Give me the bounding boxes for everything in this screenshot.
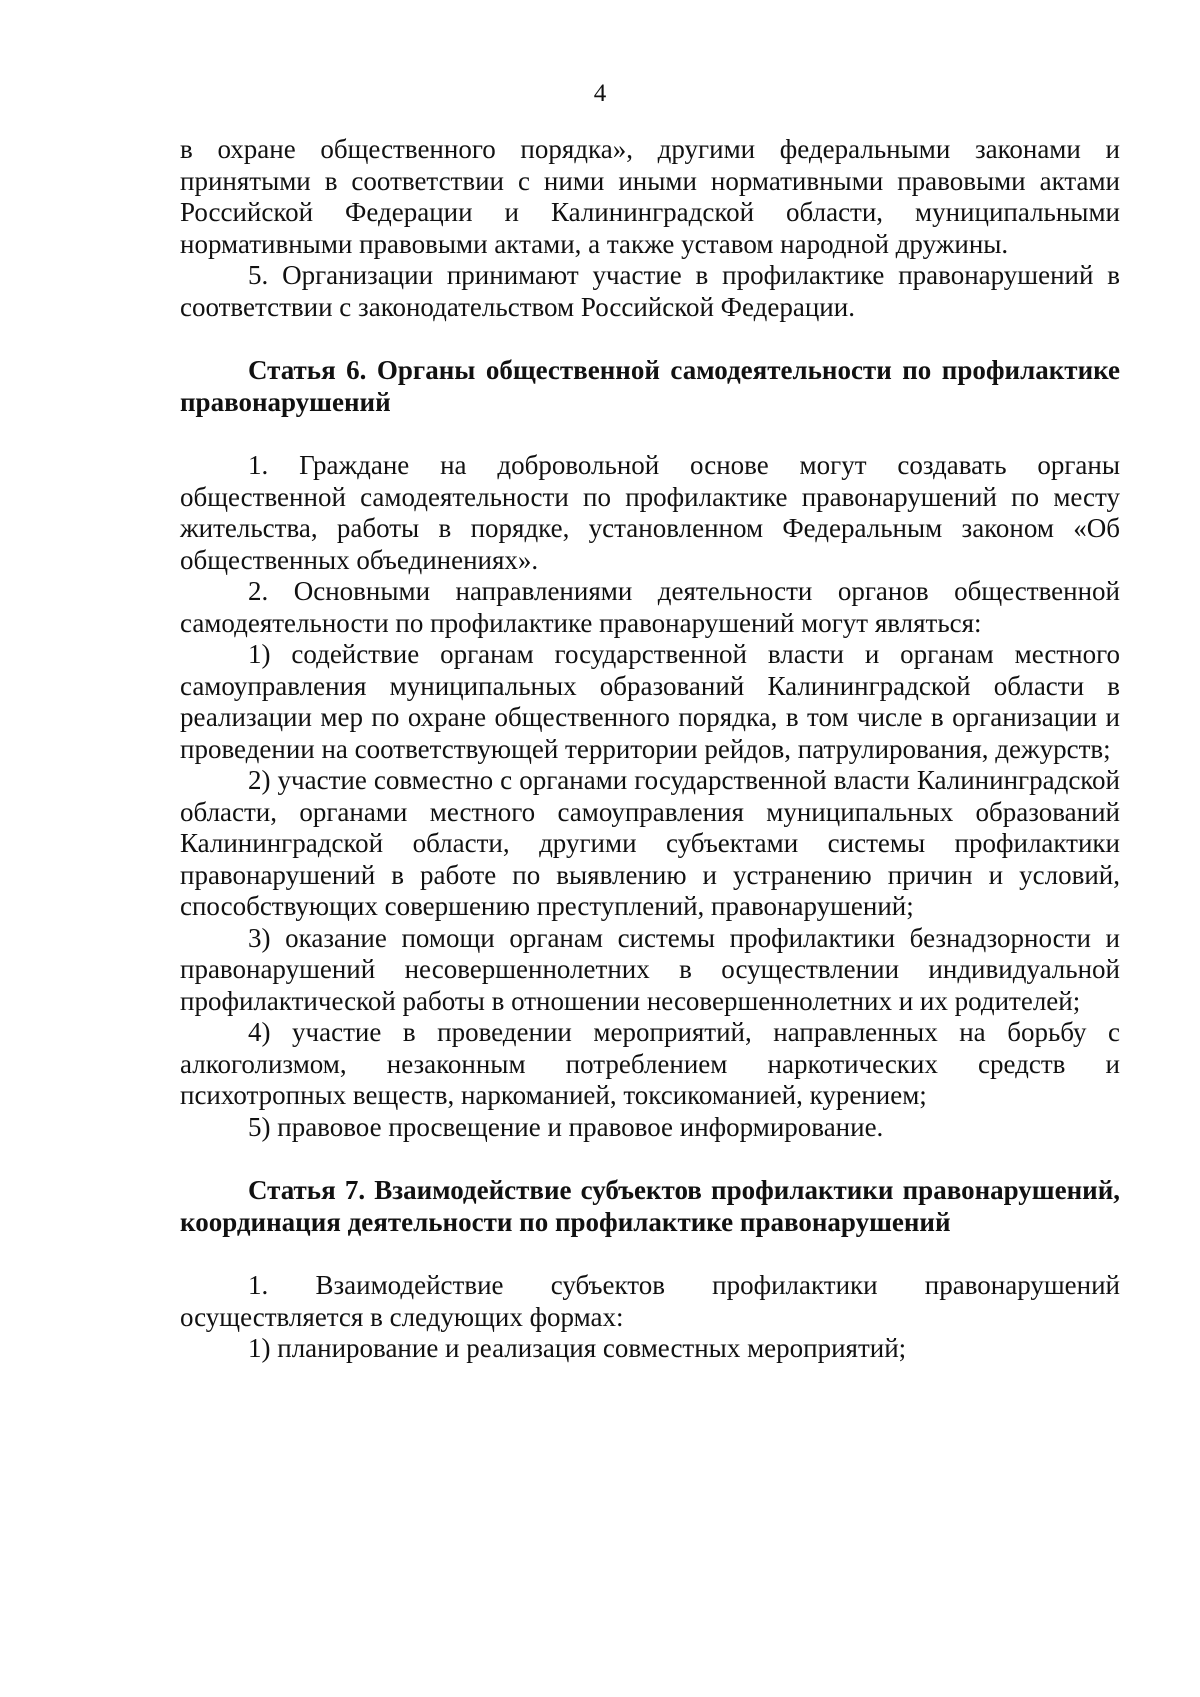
- article-6-heading: Статья 6. Органы общественной самодеятельности по профилактике правонарушений: [180, 355, 1120, 417]
- article-6-list-item-3: 3) оказание помощи органам системы профилактики безнадзорности и правонарушений несовершеннолетних в осуществлении индивидуальной профилактической работы в отношении несовершеннолетних и их родителей;: [180, 922, 1120, 1016]
- article-7-paragraph-1: 1. Взаимодействие субъектов профилактики правонарушений осуществляется в следующих формах:: [180, 1270, 1120, 1332]
- article-6-list-item-2: 2) участие совместно с органами государственной власти Калининградской области, органами местного самоуправления муниципальных образований Калининградской области, другими субъектами системы профилактики правонарушений в работе по выявлению и устранению причин и условий, способствующих совершению преступлений, правонарушений;: [180, 765, 1120, 921]
- paragraph-item-5: 5. Организации принимают участие в профилактике правонарушений в соответствии с законодательством Российской Федерации.: [180, 260, 1120, 322]
- paragraph-continuation: в охране общественного порядка», другими федеральными законами и принятыми в соответствии с ними иными нормативными правовыми актами Российской Федерации и Калининградской области, муниципальными нормативными правовыми актами, а также уставом народной дружины.: [180, 134, 1120, 259]
- article-6-paragraph-1: 1. Граждане на добровольной основе могут создавать органы общественной самодеятельности по профилактике правонарушений по месту жительства, работы в порядке, установленном Федеральным законом «Об общественных объединениях».: [180, 450, 1120, 575]
- article-6-list-item-4: 4) участие в проведении мероприятий, направленных на борьбу с алкоголизмом, незаконным потреблением наркотических средств и психотропных веществ, наркоманией, токсикоманией, курением;: [180, 1017, 1120, 1110]
- article-6-list-item-5: 5) правовое просвещение и правовое информирование.: [248, 1111, 884, 1142]
- article-7-list-item-1: 1) планирование и реализация совместных мероприятий;: [248, 1333, 907, 1363]
- article-7-heading: Статья 7. Взаимодействие субъектов профилактики правонарушений, координация деятельности по профилактике правонарушений: [180, 1175, 1120, 1237]
- article-6-paragraph-2: 2. Основными направлениями деятельности органов общественной самодеятельности по профилактике правонарушений могут являться:: [180, 576, 1120, 638]
- document-body: [180, 134, 1120, 1365]
- article-6-list-item-1: 1) содействие органам государственной власти и органам местного самоуправления муниципальных образований Калининградской области в реализации мер по охране общественного порядка, в том числе в организации и проведении на соответствующей территории рейдов, патрулирования, дежурств;: [180, 639, 1120, 764]
- page-number: 4: [593, 80, 607, 107]
